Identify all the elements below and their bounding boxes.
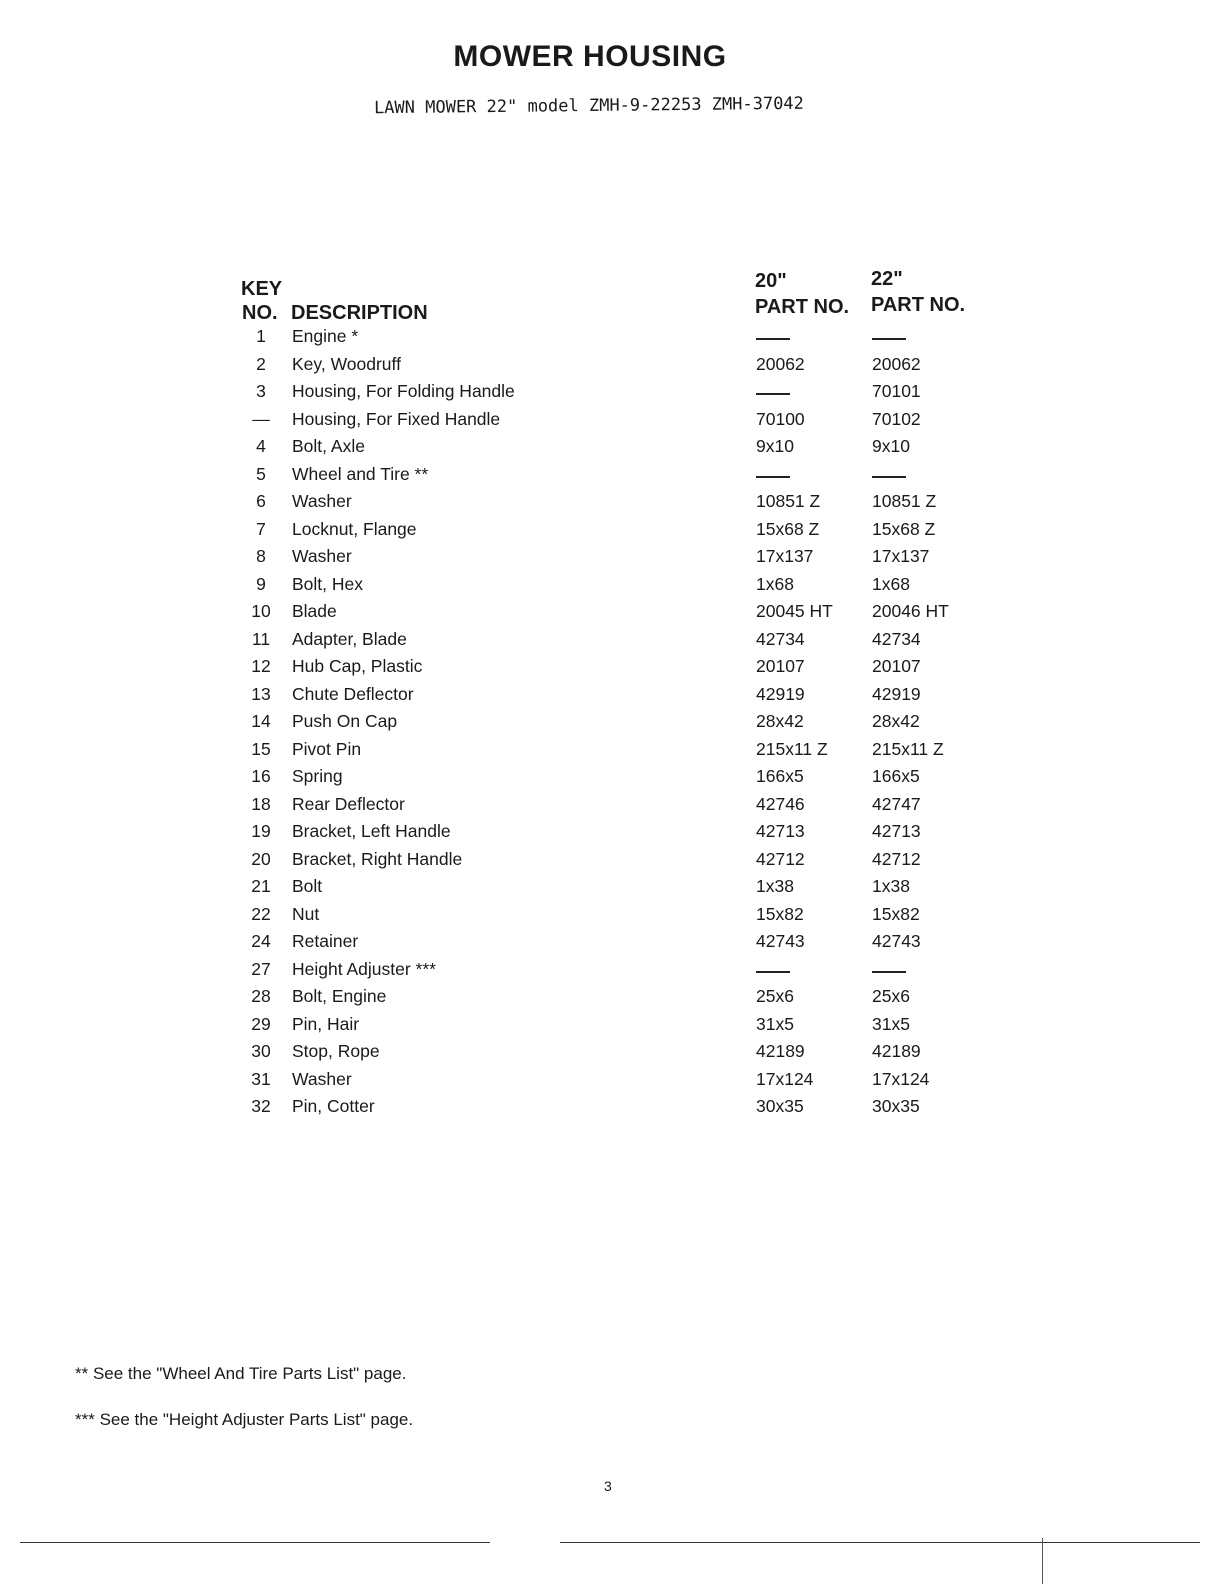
- part-no-20-cell: 166x5: [756, 766, 804, 786]
- part-no-22-cell: 20046 HT: [872, 601, 949, 621]
- table-row: [0, 656, 1224, 684]
- part-no-22-cell: 1x38: [872, 876, 910, 896]
- part-no-22-cell: 31x5: [872, 1013, 910, 1034]
- table-row: [0, 574, 1224, 602]
- bottom-rule-tick: [1042, 1538, 1043, 1584]
- part-no-20-cell: [756, 326, 790, 347]
- part-no-22-cell: 15x68 Z: [872, 518, 936, 539]
- part-no-20-cell: 215x11 Z: [756, 738, 828, 759]
- no-part-dash: [756, 393, 790, 395]
- description-cell: Bolt, Hex: [292, 573, 363, 594]
- table-row: [0, 821, 1224, 849]
- description-cell: Housing, For Folding Handle: [292, 381, 515, 401]
- table-row: [0, 684, 1224, 712]
- part-no-22-cell: 25x6: [872, 986, 910, 1006]
- key-cell: 6: [256, 491, 266, 511]
- description-cell: Bolt, Engine: [292, 986, 387, 1006]
- table-row: [0, 409, 1224, 437]
- part-no-20-cell: 20045 HT: [756, 601, 833, 621]
- no-part-dash: [756, 338, 790, 340]
- part-no-22-cell: 15x82: [872, 903, 920, 924]
- key-cell: 32: [251, 1096, 271, 1116]
- header-key: KEY: [241, 278, 283, 300]
- description-cell: Bracket, Left Handle: [292, 821, 451, 841]
- table-row: [0, 464, 1224, 492]
- part-no-20-cell: 15x68 Z: [756, 518, 820, 539]
- key-cell: —: [252, 408, 270, 429]
- table-row: [0, 794, 1224, 822]
- part-no-22-cell: 20107: [872, 656, 921, 676]
- part-no-22-cell: 28x42: [872, 711, 920, 731]
- part-no-20-cell: [756, 959, 790, 980]
- part-no-20-cell: 25x6: [756, 986, 794, 1006]
- header-size-20: 20": [755, 270, 787, 292]
- bottom-rule-left: [20, 1542, 490, 1543]
- key-cell: 12: [251, 656, 271, 676]
- part-no-20-cell: 42743: [756, 931, 805, 951]
- part-no-20-cell: [756, 381, 790, 402]
- description-cell: Bracket, Right Handle: [292, 848, 463, 869]
- key-cell: 22: [251, 903, 271, 924]
- part-no-20-cell: 1x68: [756, 573, 794, 594]
- table-row: [0, 1014, 1224, 1042]
- key-cell: 30: [251, 1041, 271, 1061]
- part-no-22-cell: 70101: [872, 381, 921, 401]
- table-row: [0, 766, 1224, 794]
- page-title: MOWER HOUSING: [453, 40, 727, 73]
- key-cell: 9: [256, 573, 266, 594]
- description-cell: Push On Cap: [292, 711, 398, 731]
- key-cell: 13: [251, 683, 271, 704]
- no-part-dash: [872, 971, 906, 973]
- description-cell: Engine *: [292, 326, 359, 346]
- part-no-22-cell: 30x35: [872, 1096, 920, 1116]
- table-row: [0, 519, 1224, 547]
- part-no-22-cell: 20062: [872, 353, 921, 374]
- part-no-20-cell: [756, 464, 790, 485]
- part-no-22-cell: 42747: [872, 793, 921, 814]
- part-no-22-cell: 42734: [872, 628, 921, 649]
- page-number: 3: [604, 1478, 612, 1494]
- part-no-20-cell: 9x10: [756, 436, 794, 456]
- part-no-22-cell: 1x68: [872, 573, 910, 594]
- key-cell: 4: [256, 436, 266, 456]
- description-cell: Retainer: [292, 931, 359, 951]
- table-row: [0, 986, 1224, 1014]
- table-row: [0, 876, 1224, 904]
- part-no-22-cell: 42919: [872, 683, 921, 704]
- key-cell: 27: [251, 958, 271, 979]
- part-no-20-cell: 17x124: [756, 1068, 814, 1089]
- table-row: [0, 904, 1224, 932]
- table-row: [0, 931, 1224, 959]
- description-cell: Nut: [292, 903, 320, 924]
- key-cell: 2: [256, 353, 266, 374]
- header-description: DESCRIPTION: [291, 302, 428, 324]
- part-no-22-cell: 42189: [872, 1041, 921, 1061]
- description-cell: Stop, Rope: [292, 1041, 380, 1061]
- description-cell: Key, Woodruff: [292, 353, 401, 374]
- no-part-dash: [756, 476, 790, 478]
- description-cell: Pivot Pin: [292, 738, 362, 759]
- key-cell: 8: [256, 546, 266, 566]
- table-row: [0, 711, 1224, 739]
- part-no-20-cell: 42713: [756, 821, 805, 841]
- part-no-20-cell: 31x5: [756, 1013, 794, 1034]
- part-no-22-cell: [872, 326, 906, 347]
- key-cell: 31: [251, 1068, 271, 1089]
- part-no-20-cell: 20062: [756, 353, 805, 374]
- key-cell: 7: [256, 518, 266, 539]
- footnote-wheel-tire: ** See the "Wheel And Tire Parts List" page.: [75, 1364, 407, 1383]
- description-cell: Chute Deflector: [292, 683, 414, 704]
- key-cell: 1: [256, 326, 266, 346]
- key-cell: 15: [251, 738, 271, 759]
- key-cell: 16: [251, 766, 271, 786]
- part-no-22-cell: 42743: [872, 931, 921, 951]
- header-no: NO.: [242, 302, 278, 324]
- key-cell: 28: [251, 986, 271, 1006]
- description-cell: Pin, Cotter: [292, 1096, 375, 1116]
- part-no-20-cell: 42734: [756, 628, 805, 649]
- description-cell: Blade: [292, 601, 337, 621]
- table-row: [0, 436, 1224, 464]
- description-cell: Height Adjuster ***: [292, 958, 436, 979]
- part-no-22-cell: 9x10: [872, 436, 910, 456]
- part-no-22-cell: [872, 959, 906, 980]
- table-row: [0, 326, 1224, 354]
- description-cell: Washer: [292, 491, 352, 511]
- table-row: [0, 959, 1224, 987]
- key-cell: 11: [251, 628, 271, 649]
- part-no-20-cell: 28x42: [756, 711, 804, 731]
- part-no-20-cell: 42189: [756, 1041, 805, 1061]
- part-no-22-cell: 70102: [872, 408, 921, 429]
- part-no-22-cell: 17x124: [872, 1068, 930, 1089]
- description-cell: Bolt: [292, 876, 323, 896]
- key-cell: 3: [256, 381, 266, 401]
- part-no-22-cell: 10851 Z: [872, 491, 937, 511]
- part-no-20-cell: 20107: [756, 656, 805, 676]
- description-cell: Spring: [292, 766, 343, 786]
- part-no-20-cell: 15x82: [756, 903, 804, 924]
- part-no-20-cell: 70100: [756, 408, 805, 429]
- header-size-22: 22": [871, 268, 903, 290]
- table-row: [0, 546, 1224, 574]
- no-part-dash: [872, 338, 906, 340]
- key-cell: 19: [251, 821, 271, 841]
- table-row: [0, 849, 1224, 877]
- table-row: [0, 629, 1224, 657]
- header-part-no-22: PART NO.: [871, 294, 966, 316]
- part-no-20-cell: 17x137: [756, 546, 814, 566]
- model-subtitle: LAWN MOWER 22" model ZMH-9-22253 ZMH-37042: [373, 93, 804, 119]
- key-cell: 5: [256, 463, 266, 484]
- header-part-no-20: PART NO.: [755, 296, 850, 318]
- part-no-22-cell: 166x5: [872, 766, 920, 786]
- key-cell: 10: [251, 601, 271, 621]
- key-cell: 24: [251, 931, 271, 951]
- description-cell: Adapter, Blade: [292, 628, 407, 649]
- table-row: [0, 381, 1224, 409]
- part-no-22-cell: 42713: [872, 821, 921, 841]
- parts-table: [0, 326, 1224, 1124]
- description-cell: Washer: [292, 546, 352, 566]
- description-cell: Wheel and Tire **: [292, 463, 429, 484]
- table-row: [0, 1041, 1224, 1069]
- part-no-22-cell: 17x137: [872, 546, 930, 566]
- table-row: [0, 1069, 1224, 1097]
- part-no-22-cell: 215x11 Z: [872, 738, 944, 759]
- no-part-dash: [872, 476, 906, 478]
- key-cell: 20: [251, 848, 271, 869]
- part-no-20-cell: 42746: [756, 793, 805, 814]
- footnote-height-adjuster: *** See the "Height Adjuster Parts List" page.: [75, 1410, 414, 1429]
- key-cell: 18: [251, 793, 271, 814]
- key-cell: 29: [251, 1013, 271, 1034]
- key-cell: 14: [251, 711, 271, 731]
- part-no-20-cell: 30x35: [756, 1096, 804, 1116]
- description-cell: Housing, For Fixed Handle: [292, 408, 501, 429]
- bottom-rule-right: [560, 1542, 1200, 1543]
- part-no-22-cell: 42712: [872, 848, 921, 869]
- description-cell: Pin, Hair: [292, 1013, 360, 1034]
- table-row: [0, 601, 1224, 629]
- part-no-20-cell: 10851 Z: [756, 491, 821, 511]
- table-row: [0, 1096, 1224, 1124]
- description-cell: Bolt, Axle: [292, 436, 365, 456]
- description-cell: Hub Cap, Plastic: [292, 656, 423, 676]
- table-row: [0, 491, 1224, 519]
- description-cell: Washer: [292, 1068, 352, 1089]
- no-part-dash: [756, 971, 790, 973]
- table-row: [0, 739, 1224, 767]
- part-no-20-cell: 1x38: [756, 876, 794, 896]
- table-row: [0, 354, 1224, 382]
- key-cell: 21: [251, 876, 271, 896]
- description-cell: Locknut, Flange: [292, 518, 417, 539]
- part-no-22-cell: [872, 464, 906, 485]
- description-cell: Rear Deflector: [292, 793, 405, 814]
- part-no-20-cell: 42919: [756, 683, 805, 704]
- part-no-20-cell: 42712: [756, 848, 805, 869]
